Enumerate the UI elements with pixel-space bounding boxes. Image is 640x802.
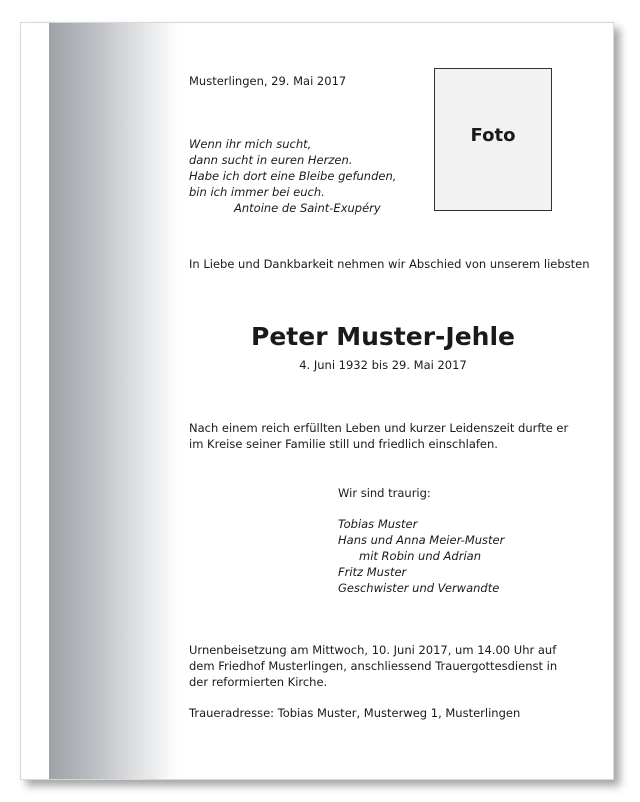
mourner-name: Tobias Muster: [338, 517, 418, 531]
photo-placeholder: [434, 68, 552, 211]
quote-author: Antoine de Saint-Exupéry: [234, 201, 381, 215]
quote-line: dann sucht in euren Herzen.: [189, 153, 353, 167]
mourner-name: Fritz Muster: [338, 565, 407, 579]
photo-label: Foto: [470, 125, 516, 146]
place-date: Musterlingen, 29. Mai 2017: [189, 74, 347, 88]
deceased-name: Peter Muster-Jehle: [251, 322, 515, 351]
quote-line: Wenn ihr mich sucht,: [189, 137, 312, 151]
message-line: im Kreise seiner Familie still und friedlich einschlafen.: [189, 437, 498, 451]
quote-line: Habe ich dort eine Bleibe gefunden,: [189, 169, 397, 183]
mourning-address: Traueradresse: Tobias Muster, Musterweg 1, Musterlingen: [189, 706, 521, 720]
quote-line: bin ich immer bei euch.: [189, 185, 325, 199]
ceremony-line: dem Friedhof Musterlingen, anschliessend Trauergottesdienst in: [189, 659, 558, 673]
mourners-heading: Wir sind traurig:: [338, 486, 431, 500]
left-white-strip: [21, 23, 49, 779]
mourner-name: mit Robin und Adrian: [359, 549, 481, 563]
mourner-name: Geschwister und Verwandte: [338, 581, 500, 595]
message-line: Nach einem reich erfüllten Leben und kurzer Leidenszeit durfte er: [189, 421, 569, 435]
gray-gradient-band: [49, 23, 179, 779]
obituary-card: [20, 22, 614, 780]
life-dates: 4. Juni 1932 bis 29. Mai 2017: [299, 358, 467, 372]
intro-text: In Liebe und Dankbarkeit nehmen wir Abschied von unserem liebsten: [189, 257, 590, 271]
ceremony-line: der reformierten Kirche.: [189, 675, 328, 689]
mourner-name: Hans und Anna Meier-Muster: [338, 533, 505, 547]
ceremony-line: Urnenbeisetzung am Mittwoch, 10. Juni 2017, um 14.00 Uhr auf: [189, 643, 557, 657]
